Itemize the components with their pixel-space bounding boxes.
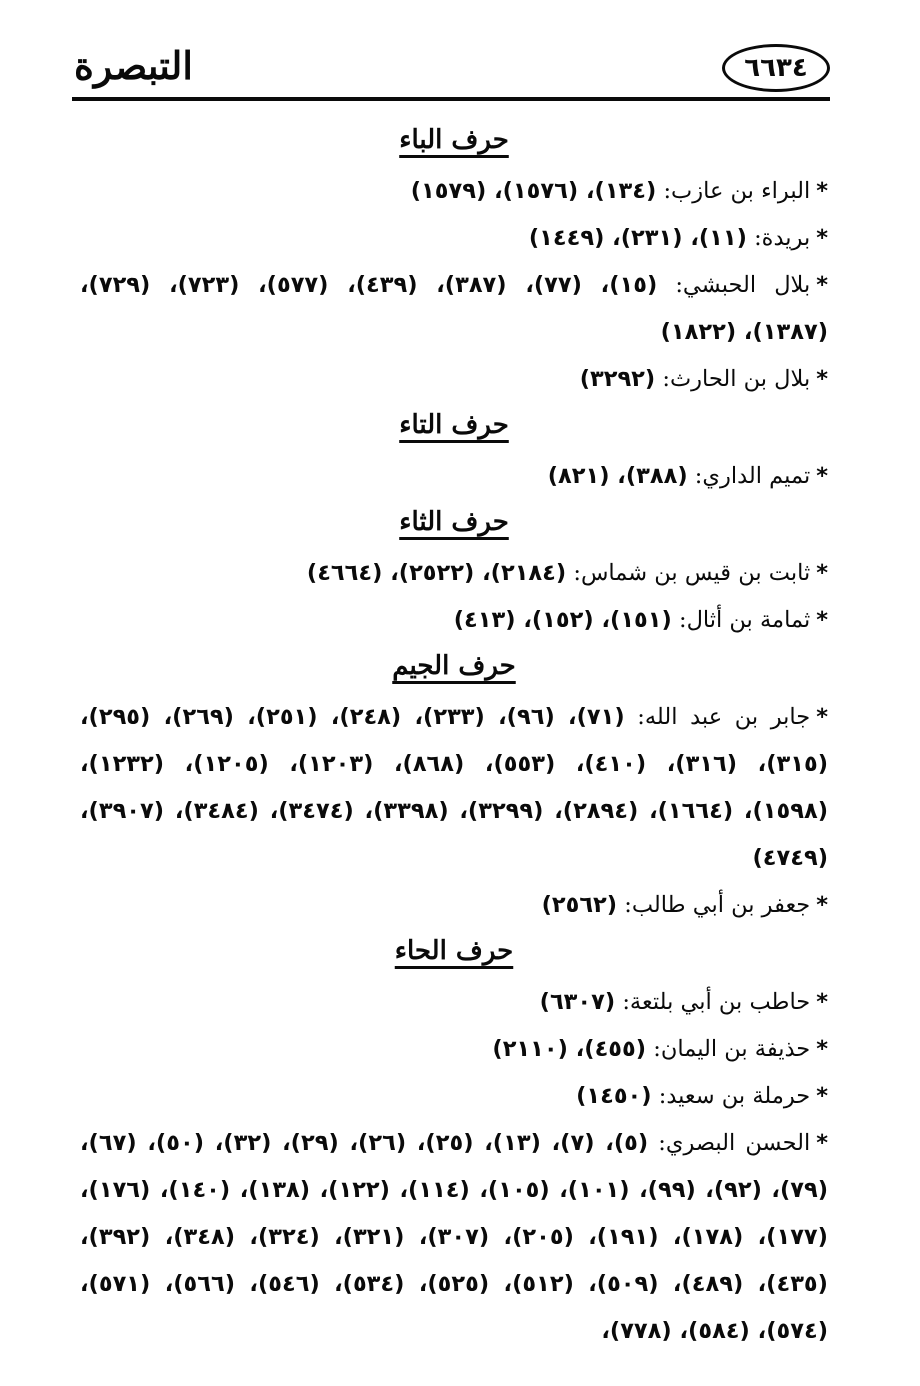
bullet-marker: *	[816, 989, 828, 1015]
index-entry	[80, 215, 828, 262]
bullet-marker: *	[816, 272, 829, 298]
entry-references: (١٥)، (٧٧)، (٣٨٧)، (٤٣٩)، (٥٧٧)، (٧٢٣)، (٧٢٩)، (١٣٨٧)، (١٨٢٢)	[80, 272, 828, 345]
entry-name: حرملة بن سعيد:	[658, 1083, 811, 1109]
entry-name: تميم الداري:	[694, 463, 811, 489]
entry-references: (٧١)، (٩٦)، (٢٣٣)، (٢٤٨)، (٢٥١)، (٢٦٩)، (٢٩٥)، (٣١٥)، (٣١٦)، (٤١٠)، (٥٥٣)، (٨٦٨)، (١٢٠٣)، (١٢٠٥)، (١٢٣٢)، (١٥٩٨)، (١٦٦٤)، (٢٨٩٤)، (٣٢٩٩)، (٣٣٩٨)، (٣٤٧٤)، (٣٤٨٤)، (٣٩٠٧)، (٤٧٤٩)	[80, 704, 828, 871]
bullet-marker: *	[816, 225, 828, 251]
entry-references: (٤٥٥)، (٢١١٠)	[492, 1036, 647, 1062]
section-heading-jim: حرف الجيم	[392, 651, 516, 681]
index-entry	[80, 694, 828, 882]
section-heading-ta: حرف التاء	[399, 410, 509, 440]
index-entry	[80, 1073, 828, 1120]
entry-name: ثابت بن قيس بن شماس:	[573, 560, 811, 586]
section-heading-tha: حرف الثاء	[399, 507, 509, 537]
entry-name: بلال الحبشي:	[675, 272, 811, 298]
index-entry	[80, 597, 828, 644]
header-rule	[72, 97, 830, 101]
entry-name: جعفر بن أبي طالب:	[624, 892, 811, 918]
bullet-marker: *	[816, 1036, 828, 1062]
bullet-marker: *	[816, 1083, 828, 1109]
index-entry	[80, 1120, 828, 1355]
page-number: ٦٦٣٤	[722, 44, 830, 92]
entry-name: حذيفة بن اليمان:	[653, 1036, 811, 1062]
entry-name: حاطب بن أبي بلتعة:	[622, 989, 811, 1015]
entry-name: بلال بن الحارث:	[662, 366, 811, 392]
bullet-marker: *	[816, 1130, 828, 1156]
entry-name: الحسن البصري:	[658, 1130, 811, 1156]
index-entry	[80, 262, 828, 356]
page-header	[72, 40, 830, 102]
bullet-marker: *	[816, 560, 828, 586]
entry-name: جابر بن عبد الله:	[637, 704, 811, 730]
entry-references: (٥)، (٧)، (١٣)، (٢٥)، (٢٦)، (٢٩)، (٣٢)، (٥٠)، (٦٧)، (٧٩)، (٩٢)، (٩٩)، (١٠١)، (١٠٥)، (١١٤)، (١٢٢)، (١٣٨)، (١٤٠)، (١٧٦)، (١٧٧)، (١٧٨)، (١٩١)، (٢٠٥)، (٣٠٧)، (٣٢١)، (٣٢٤)، (٣٤٨)، (٣٩٢)، (٤٣٥)، (٤٨٩)، (٥٠٩)، (٥١٢)، (٥٢٥)، (٥٣٤)، (٥٤٦)، (٥٦٦)، (٥٧١)، (٥٧٤)، (٥٨٤)، (٧٧٨)،	[80, 1130, 829, 1344]
index-entry	[80, 168, 828, 215]
bullet-marker: *	[816, 463, 828, 489]
index-entry	[80, 453, 828, 500]
bullet-marker: *	[816, 178, 828, 204]
index-entry	[80, 356, 828, 403]
bullet-marker: *	[816, 607, 828, 633]
index-entry	[80, 882, 828, 929]
book-title: التبصرة	[74, 43, 193, 88]
entry-references: (٣٨٨)، (٨٢١)	[547, 463, 688, 489]
entry-references: (٢٥٦٢)	[541, 892, 618, 918]
bullet-marker: *	[816, 704, 828, 730]
bullet-marker: *	[816, 892, 828, 918]
entry-references: (٣٢٩٢)	[579, 366, 656, 392]
entry-references: (١١)، (٢٣١)، (١٤٤٩)	[528, 225, 747, 251]
index-entry	[80, 550, 828, 597]
entry-references: (١٣٤)، (١٥٧٦)، (١٥٧٩)	[410, 178, 657, 204]
entry-name: بريدة:	[754, 225, 811, 251]
entry-name: البراء بن عازب:	[663, 178, 811, 204]
entry-references: (١٤٥٠)	[576, 1083, 652, 1109]
index-entry	[80, 979, 828, 1026]
entry-name: ثمامة بن أثال:	[678, 607, 811, 633]
section-heading-ha: حرف الحاء	[394, 936, 514, 966]
section-heading-ba: حرف الباء	[399, 125, 509, 155]
index-entry	[80, 1026, 828, 1073]
bullet-marker: *	[816, 366, 828, 392]
index-content	[80, 118, 828, 1355]
entry-references: (١٥١)، (١٥٢)، (٤١٣)	[453, 607, 672, 633]
entry-references: (٢١٨٤)، (٢٥٢٢)، (٤٦٦٤)	[306, 560, 567, 586]
entry-references: (٦٣٠٧)	[539, 989, 616, 1015]
